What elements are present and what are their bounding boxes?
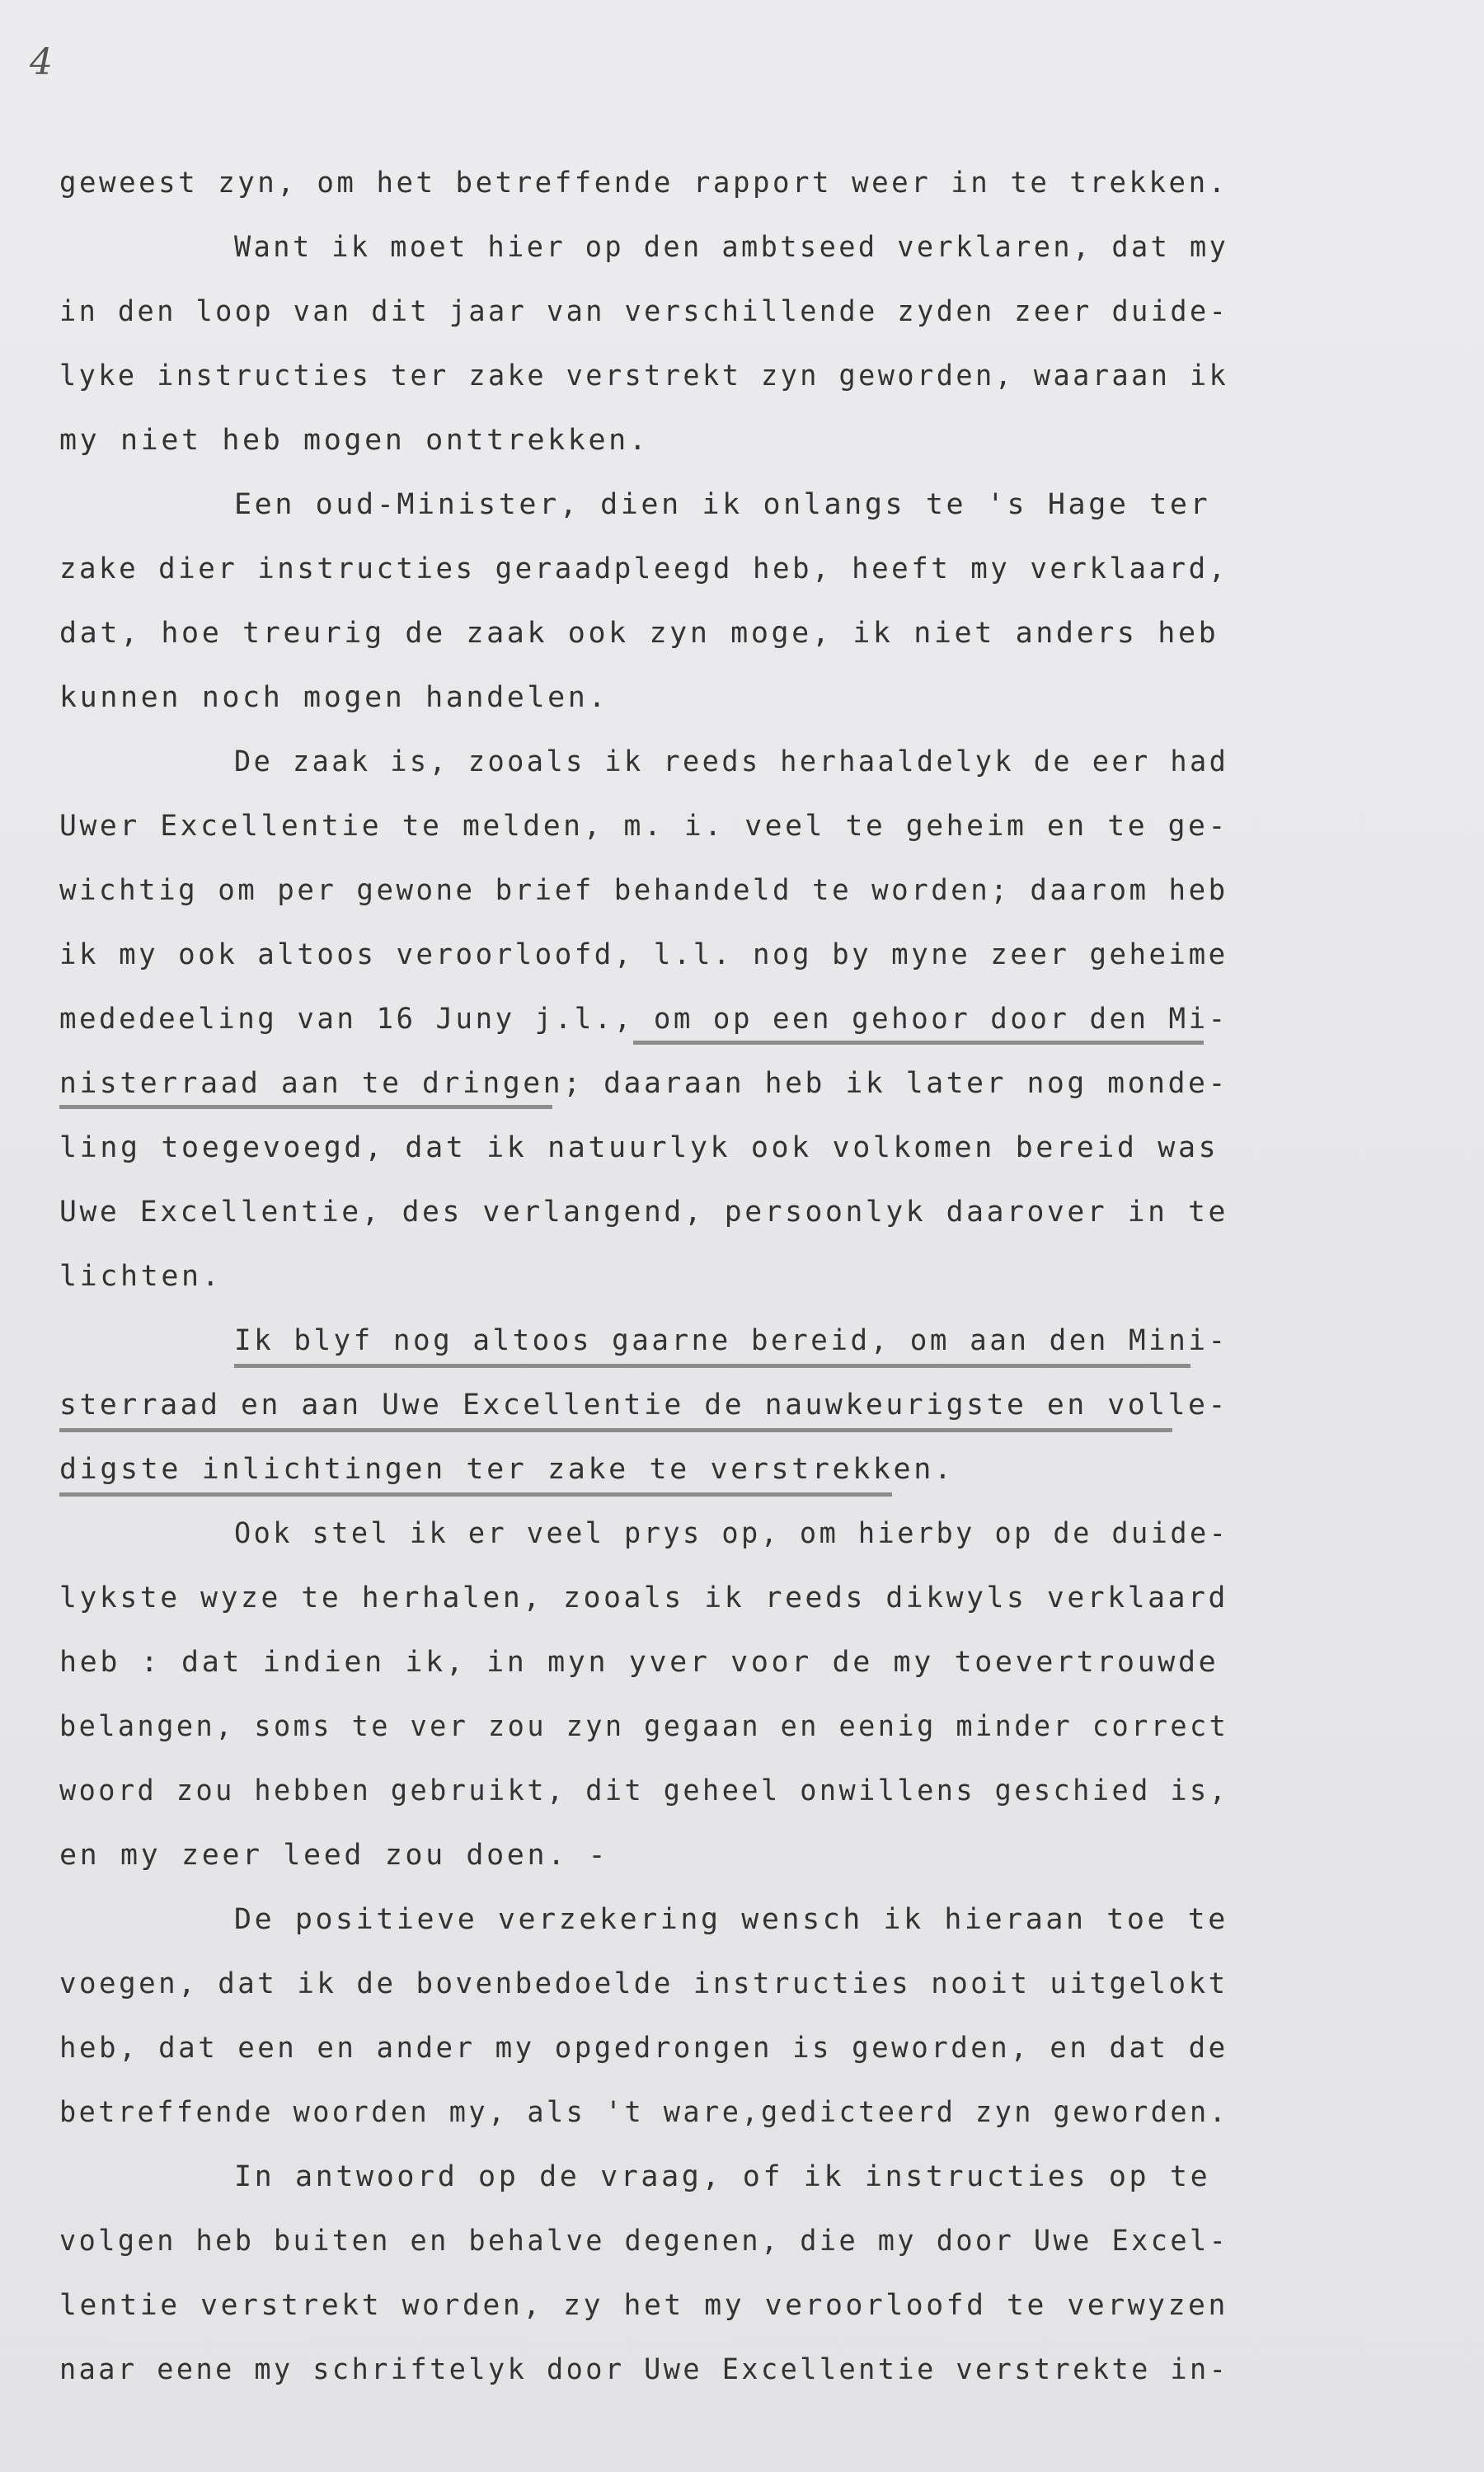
- text-line: ling toegevoegd, dat ik natuurlyk ook volkomen bereid was: [59, 1131, 1219, 1164]
- text-line: belangen, soms te ver zou zyn gegaan en eenig minder correct: [59, 1710, 1229, 1743]
- underline-mark: [59, 1428, 1172, 1432]
- text-line: digste inlichtingen ter zake te verstrekken.: [59, 1453, 955, 1486]
- text-line: lichten.: [59, 1260, 223, 1293]
- text-line: lentie verstrekt worden, zy het my veroorloofd te verwyzen: [59, 2289, 1228, 2322]
- underline-mark: [59, 1492, 892, 1497]
- text-line: lyke instructies ter zake verstrekt zyn geworden, waaraan ik: [59, 360, 1229, 392]
- text-line: in den loop van dit jaar van verschillende zyden zeer duide-: [59, 295, 1229, 328]
- text-line: heb, dat een en ander my opgedrongen is geworden, en dat de: [59, 2032, 1228, 2065]
- text-line: woord zou hebben gebruikt, dit geheel onwillens geschied is,: [59, 1774, 1229, 1807]
- text-line: Ik blyf nog altoos gaarne bereid, om aan den Mini-: [234, 1324, 1228, 1357]
- text-line: volgen heb buiten en behalve degenen, die my door Uwe Excel-: [59, 2225, 1229, 2258]
- underline-mark: [633, 1041, 1204, 1045]
- text-line: wichtig om per gewone brief behandeld te worden; daarom heb: [59, 874, 1228, 907]
- text-line: betreffende woorden my, als 't ware,gedicteerd zyn geworden.: [59, 2096, 1229, 2129]
- underline-mark: [234, 1364, 1190, 1368]
- page-number: 4: [30, 41, 53, 83]
- text-line: Ook stel ik er veel prys op, om hierby op de duide-: [234, 1517, 1229, 1550]
- text-line: nisterraad aan te dringen; daaraan heb ik later nog monde-: [59, 1067, 1228, 1100]
- text-line: Want ik moet hier op den ambtseed verklaren, dat my: [234, 231, 1229, 264]
- text-line: naar eene my schriftelyk door Uwe Excellentie verstrekte in-: [59, 2353, 1229, 2386]
- text-line: dat, hoe treurig de zaak ook zyn moge, ik niet anders heb: [59, 617, 1219, 650]
- text-line: In antwoord op de vraag, of ik instructies op te: [234, 2160, 1211, 2193]
- text-line: lykste wyze te herhalen, zooals ik reeds dikwyls verklaard: [59, 1581, 1228, 1614]
- text-line: De positieve verzekering wensch ik hieraan toe te: [234, 1903, 1228, 1936]
- text-line: Uwer Excellentie te melden, m. i. veel te geheim en te ge-: [59, 810, 1228, 843]
- text-line: De zaak is, zooals ik reeds herhaaldelyk de eer had: [234, 745, 1229, 778]
- text-line: voegen, dat ik de bovenbedoelde instructies nooit uitgelokt: [59, 1967, 1228, 2000]
- text-line: en my zeer leed zou doen. -: [59, 1839, 609, 1872]
- text-line: kunnen noch mogen handelen.: [59, 681, 609, 714]
- text-line: my niet heb mogen onttrekken.: [59, 424, 650, 457]
- text-line: zake dier instructies geraadpleegd heb, heeft my verklaard,: [59, 552, 1228, 585]
- text-line: geweest zyn, om het betreffende rapport weer in te trekken.: [59, 167, 1228, 200]
- text-line: mededeeling van 16 Juny j.l., om op een gehoor door den Mi-: [59, 1003, 1228, 1036]
- text-line: Een oud-Minister, dien ik onlangs te 's Hage ter: [234, 488, 1211, 521]
- text-line: ik my ook altoos veroorloofd, l.l. nog by myne zeer geheime: [59, 938, 1228, 971]
- underline-mark: [59, 1105, 552, 1109]
- text-line: Uwe Excellentie, des verlangend, persoonlyk daarover in te: [59, 1196, 1228, 1229]
- text-line: heb : dat indien ik, in myn yver voor de my toevertrouwde: [59, 1646, 1219, 1679]
- text-line: sterraad en aan Uwe Excellentie de nauwkeurigste en volle-: [59, 1389, 1228, 1422]
